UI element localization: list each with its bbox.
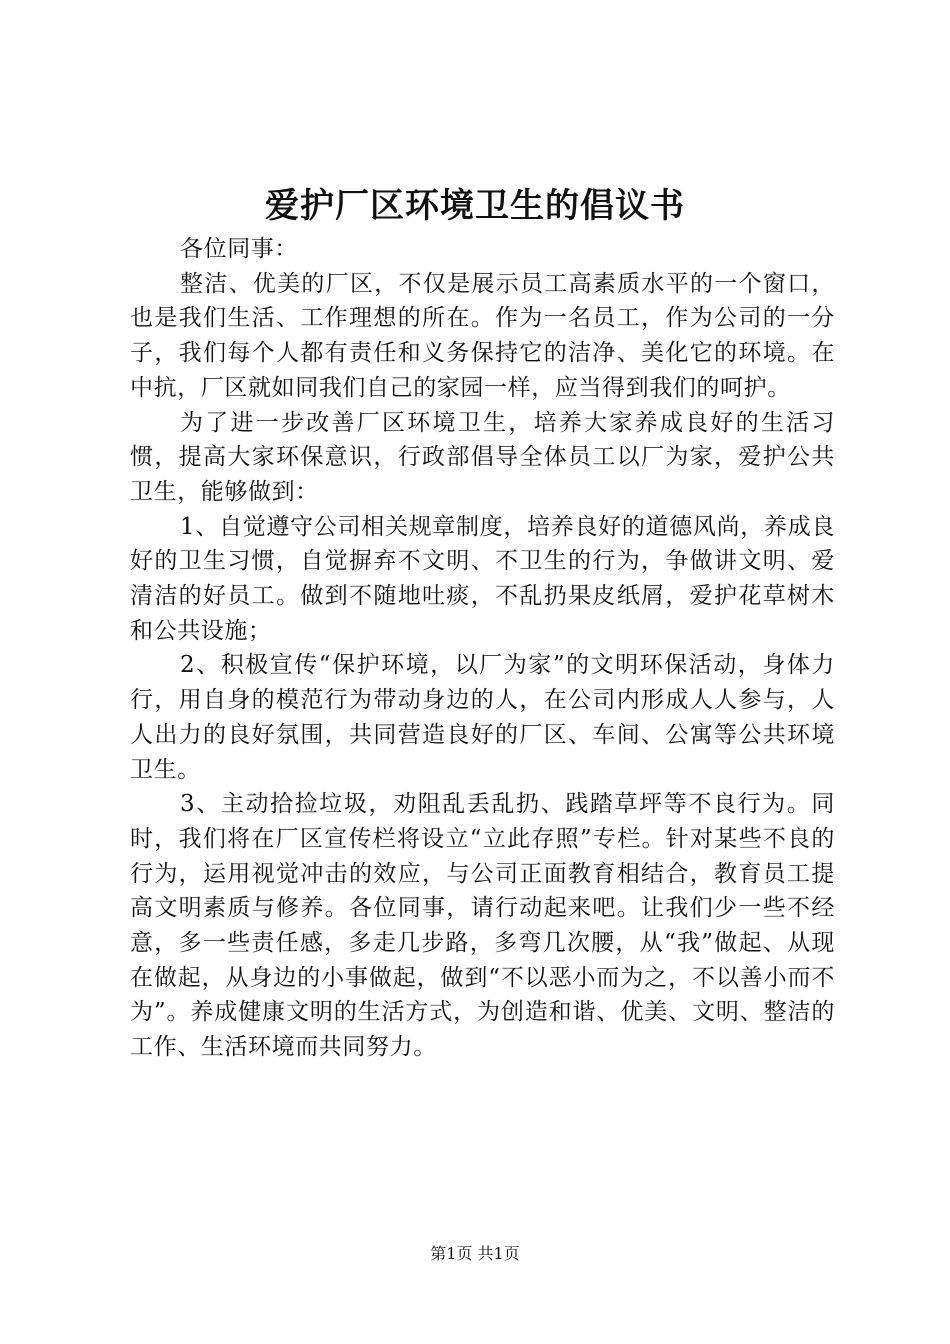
paragraph-intro: 整洁、优美的厂区，不仅是展示员工高素质水平的一个窗口，也是我们生活、工作理想的所在。作为一名员工，作为公司的一分子，我们每个人都有责任和义务保持它的洁净、美化它的环境。在中抗，厂区就如同我们自己的家园一样，应当得到我们的呵护。: [130, 270, 835, 401]
document-body: [130, 232, 835, 1065]
paragraph-item-2: 2、积极宣传“保护环境，以厂为家”的文明环保活动，身体力行，用自身的模范行为带动身边的人，在公司内形成人人参与，人人出力的良好氛围，共同营造良好的厂区、车间、公寓等公共环境卫生。: [130, 652, 835, 783]
paragraph-item-3: 3、主动拾捡垃圾，劝阻乱丢乱扔、践踏草坪等不良行为。同时，我们将在厂区宣传栏将设立“立此存照”专栏。针对某些不良的行为，运用视觉冲击的效应，与公司正面教育相结合，教育员工提高文明素质与修养。各位同事，请行动起来吧。让我们少一些不经意，多一些责任感，多走几步路，多弯几次腰，从“我”做起、从现在做起，从身边的小事做起，做到“不以恶小而为之，不以善小而不为”。养成健康文明的生活方式，为创造和谐、优美、文明、整洁的工作、生活环境而共同努力。: [130, 791, 835, 1061]
document-title: 爱护厂区环境卫生的倡议书: [265, 186, 685, 226]
paragraph-item-1: 1、自觉遵守公司相关规章制度，培养良好的道德风尚，养成良好的卫生习惯，自觉摒弃不文明、不卫生的行为，争做讲文明、爱清洁的好员工。做到不随地吐痰，不乱扔果皮纸屑，爱护花草树木和公共设施；: [130, 513, 835, 644]
salutation: 各位同事：: [180, 236, 298, 262]
page-number-footer: 第1页 共1页: [430, 1244, 520, 1263]
paragraph-purpose: 为了进一步改善厂区环境卫生，培养大家养成良好的生活习惯，提高大家环保意识，行政部倡导全体员工以厂为家，爱护公共卫生，能够做到：: [130, 409, 835, 505]
